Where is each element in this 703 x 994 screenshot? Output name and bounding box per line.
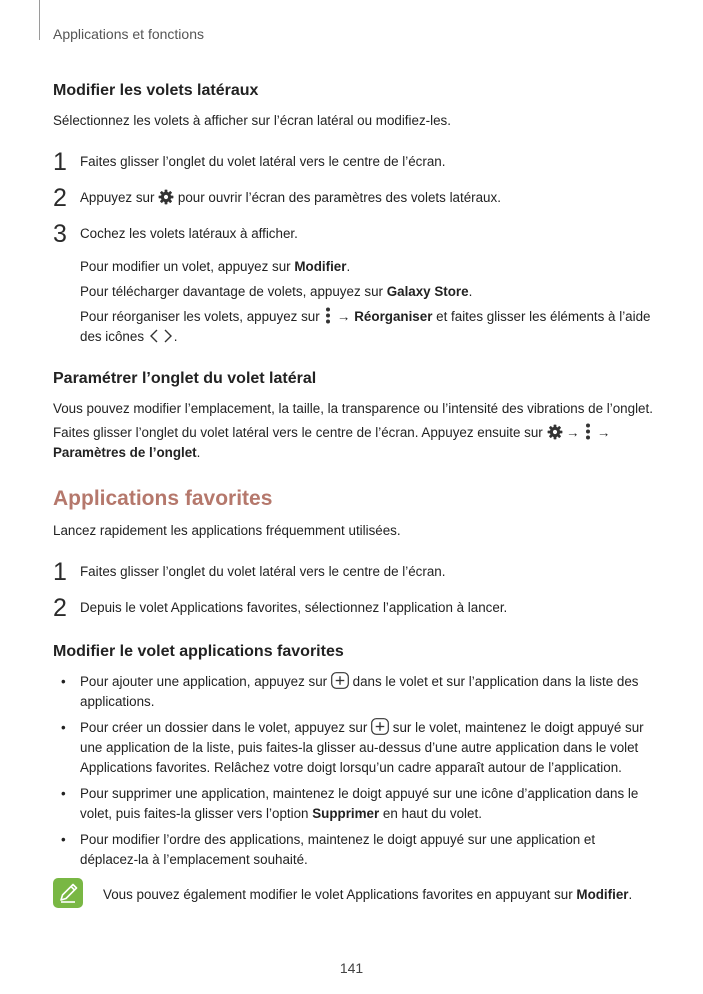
tab-settings-instructions: Faites glisser l’onglet du volet latéral vers le centre de l’écran. Appuyez ensuite sur → → Paramètres de l’onglet.	[53, 425, 611, 460]
step-2	[53, 185, 653, 211]
list-item: • Pour supprimer une application, maintenez le doigt appuyé sur une icône d’application dans le volet, puis faites-la glisser vers l’option Supprimer en haut du volet.	[61, 786, 639, 821]
tab-settings-intro: Vous pouvez modifier l’emplacement, la taille, la transparence ou l’intensité des vibrations de l’onglet.	[53, 401, 653, 416]
favorite-apps-intro: Lancez rapidement les applications fréquemment utilisées.	[53, 523, 401, 538]
list-item: • Pour modifier l’ordre des applications, maintenez le doigt appuyé sur une application et déplacez-la à l’emplacement souhaité.	[61, 832, 596, 867]
heading-tab-settings: Paramétrer l’onglet du volet latéral	[53, 370, 317, 387]
pencil-note-icon	[53, 878, 83, 908]
gear-icon	[158, 189, 174, 205]
step-text: Faites glisser l’onglet du volet latéral vers le centre de l’écran.	[80, 154, 446, 169]
more-vertical-icon	[583, 423, 593, 440]
running-head: Applications et fonctions	[53, 26, 204, 42]
note	[53, 878, 653, 908]
detail-modify: Pour modifier un volet, appuyez sur Modifier.	[80, 259, 351, 274]
intro-text: Sélectionnez les volets à afficher sur l’écran latéral ou modifiez-les.	[53, 113, 451, 128]
fav-step-1	[53, 559, 653, 585]
step-number: 1	[53, 558, 67, 586]
gear-icon	[547, 424, 563, 440]
edit-favorites-list	[53, 672, 653, 870]
detail-download: Pour télécharger davantage de volets, appuyez sur Galaxy Store.	[80, 284, 473, 299]
step-1	[53, 149, 653, 175]
list-item: • Pour créer un dossier dans le volet, appuyez sur sur le volet, maintenez le doigt appuyé sur une application de la liste, puis faites-la glisser au-dessus d’une autre application dans le volet Applications favorites. Relâchez votre doigt lorsqu’un cadre apparaît autour de l’application.	[61, 720, 644, 775]
plus-icon	[331, 672, 349, 689]
step-text: Cochez les volets latéraux à afficher.	[80, 226, 298, 241]
step-number: 2	[53, 594, 67, 622]
heading-edit-favorites: Modifier le volet applications favorites	[53, 643, 344, 660]
more-vertical-icon	[323, 307, 333, 324]
step-3-details	[53, 257, 653, 347]
step-number: 1	[53, 148, 67, 176]
heading-modify-panels: Modifier les volets latéraux	[53, 82, 259, 99]
step-3	[53, 221, 653, 247]
fav-step-2	[53, 595, 653, 621]
chevron-left-right-icon	[148, 328, 174, 344]
list-item: • Pour ajouter une application, appuyez sur dans le volet et sur l’application dans la liste des applications.	[61, 674, 639, 709]
page-number: 141	[339, 960, 364, 976]
note-text: Vous pouvez également modifier le volet Applications favorites en appuyant sur Modifier.	[103, 887, 633, 902]
plus-icon	[371, 718, 389, 735]
step-text: Depuis le volet Applications favorites, sélectionnez l’application à lancer.	[80, 600, 508, 615]
side-rule	[39, 0, 40, 40]
heading-favorite-apps: Applications favorites	[53, 487, 273, 510]
page-content	[53, 82, 653, 908]
step-text: Appuyez sur pour ouvrir l’écran des paramètres des volets latéraux.	[80, 190, 501, 205]
step-text: Faites glisser l’onglet du volet latéral vers le centre de l’écran.	[80, 564, 446, 579]
step-number: 2	[53, 184, 67, 212]
step-number: 3	[53, 220, 67, 248]
detail-reorder: Pour réorganiser les volets, appuyez sur → Réorganiser et faites glisser les éléments à l’aide des icônes .	[80, 309, 651, 344]
